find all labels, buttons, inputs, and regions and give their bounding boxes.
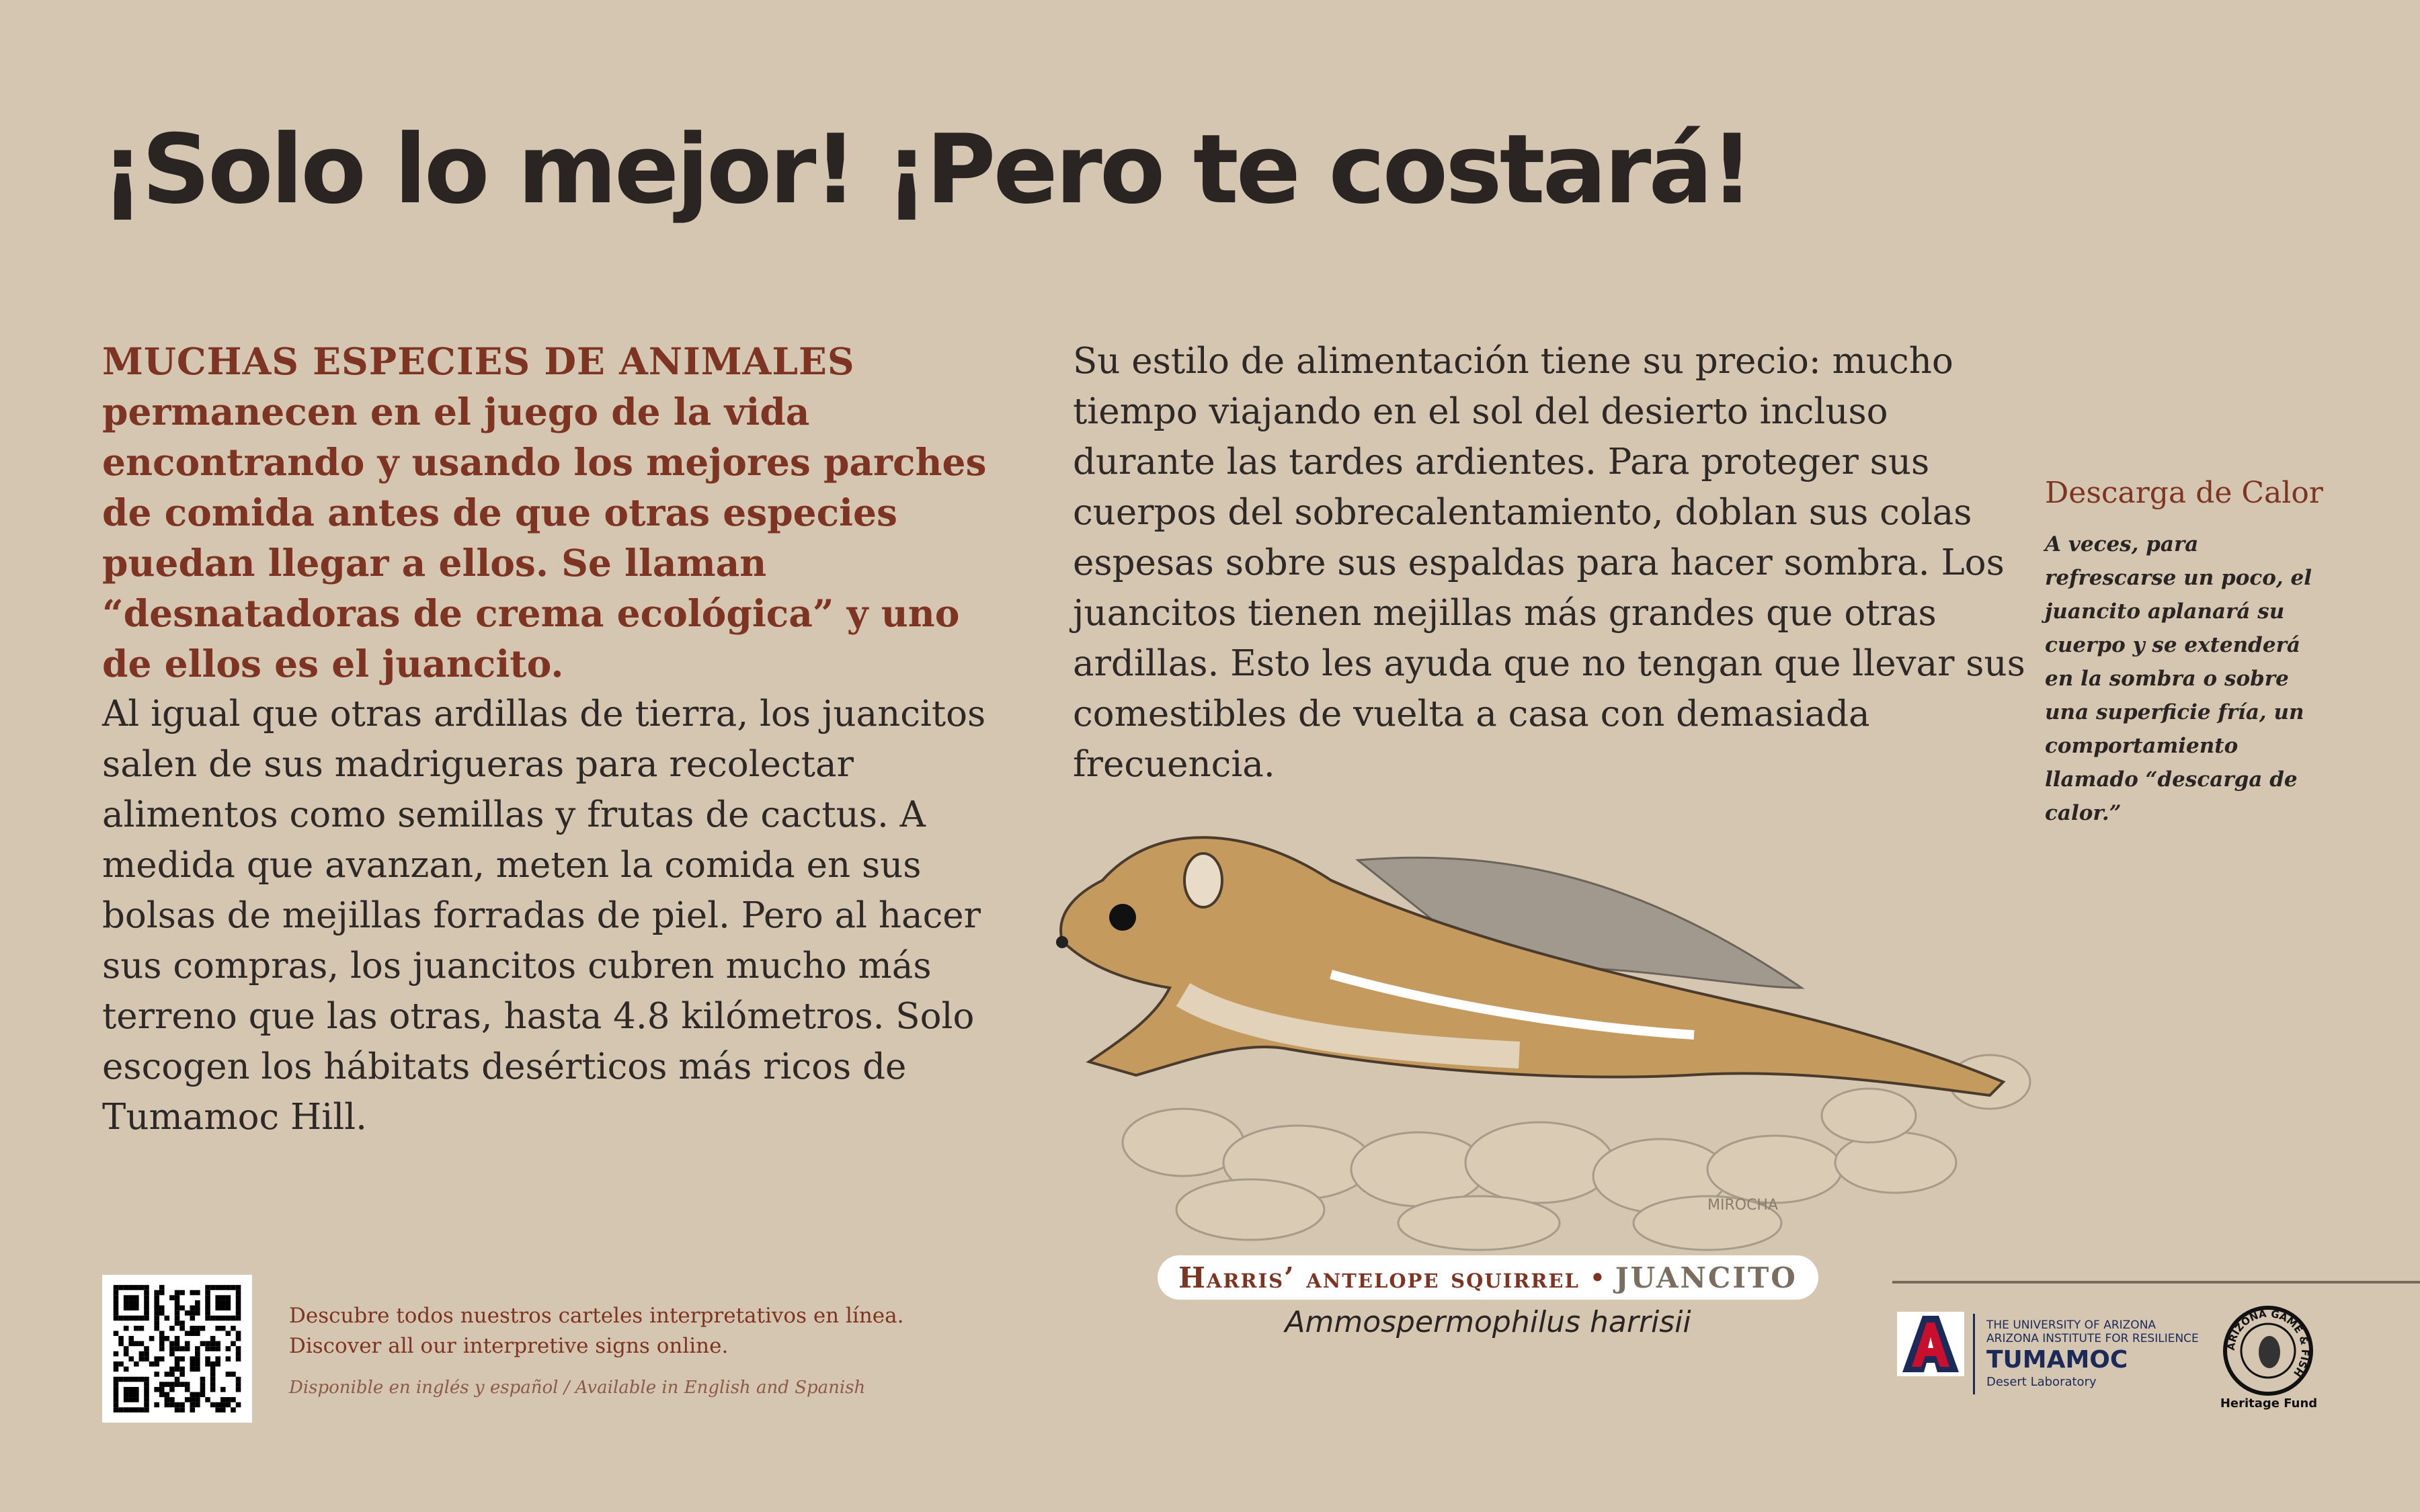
intro-paragraph (102, 336, 1016, 689)
common-name-english: Harris’ antelope squirrel (1178, 1261, 1580, 1294)
ua-name: TUMAMOC (1986, 1346, 2128, 1374)
species-caption (1158, 1255, 1818, 1300)
footer-line-english: Discover all our interpretive signs online. (289, 1334, 729, 1358)
heritage-fund-label: Heritage Fund (2220, 1396, 2318, 1411)
footer-line-spanish: Descubre todos nuestros carteles interpretativos en línea. (289, 1304, 904, 1328)
body-paragraph-right: Su estilo de alimentación tiene su precio: mucho tiempo viajando en el sol del desierto incluso durante las tardes ardientes. Para proteger sus cuerpos del sobrecalentamiento, doblan sus colas espesas sobre sus espaldas para hacer sombra. Los juancitos tienen mejillas más grandes que otras ardillas. Esto les ayuda que no tengan que llevar sus comestibles de vuelta a casa con demasiada frecuencia. (1073, 341, 2025, 785)
caption-separator: • (1588, 1261, 1606, 1294)
sidebar-heading: Descarga de Calor (2045, 476, 2323, 510)
squirrel-eye (1109, 904, 1136, 931)
squirrel-illustration (981, 766, 2138, 1257)
squirrel-ear (1184, 853, 1222, 907)
university-of-arizona-logo (1897, 1312, 1964, 1376)
divider-line (1892, 1281, 2420, 1284)
footer-availability: Disponible en inglés y español / Available in English and Spanish (289, 1378, 866, 1398)
qr-code[interactable] (102, 1275, 252, 1423)
arizona-game-fish-seal (2221, 1304, 2315, 1398)
sidebar-text: A veces, para refrescarse un poco, el juancito aplanará su cuerpo y se extenderá en la sombra o sobre una superficie fría, un comportamiento llamado “descarga de calor.” (2045, 532, 2312, 825)
intro-caps: MUCHAS ESPECIES DE ANIMALES (102, 339, 855, 383)
ua-sub: Desert Laboratory (1986, 1375, 2097, 1389)
artist-signature: MIROCHA (1707, 1197, 1779, 1214)
tumamoc-logo-text (1986, 1318, 2199, 1389)
logo-divider (1973, 1314, 1975, 1394)
scientific-name: Ammospermophilus harrisii (1285, 1305, 1691, 1339)
page-title: ¡Solo lo mejor! ¡Pero te costará! (101, 114, 1751, 225)
seal-text: ARIZONA GAME & FISH (2224, 1307, 2312, 1379)
body-paragraph-left: Al igual que otras ardillas de tierra, los juancitos salen de sus madrigueras para recolectar alimentos como semillas y frutas de cactus. A medida que avanzan, meten la comida en sus bolsas de mejillas forradas de piel. Pero al hacer sus compras, los juancitos cubren mucho más terreno que las otras, hasta 4.8 kilómetros. Solo escogen los hábitats desérticos más ricos de Tumamoc Hill. (102, 694, 986, 1138)
intro-text: permanecen en el juego de la vida encontrando y usando los mejores parches de comida antes de que otras especies puedan llegar a ellos. Se llaman “desnatadoras de crema ecológica” y uno de ellos es el juancito. (102, 390, 987, 685)
ua-line1: THE UNIVERSITY OF ARIZONA (1986, 1318, 2156, 1332)
squirrel-nose (1056, 936, 1068, 948)
ua-line2: ARIZONA INSTITUTE FOR RESILIENCE (1986, 1332, 2199, 1345)
common-name-spanish: JUANCITO (1615, 1261, 1798, 1294)
